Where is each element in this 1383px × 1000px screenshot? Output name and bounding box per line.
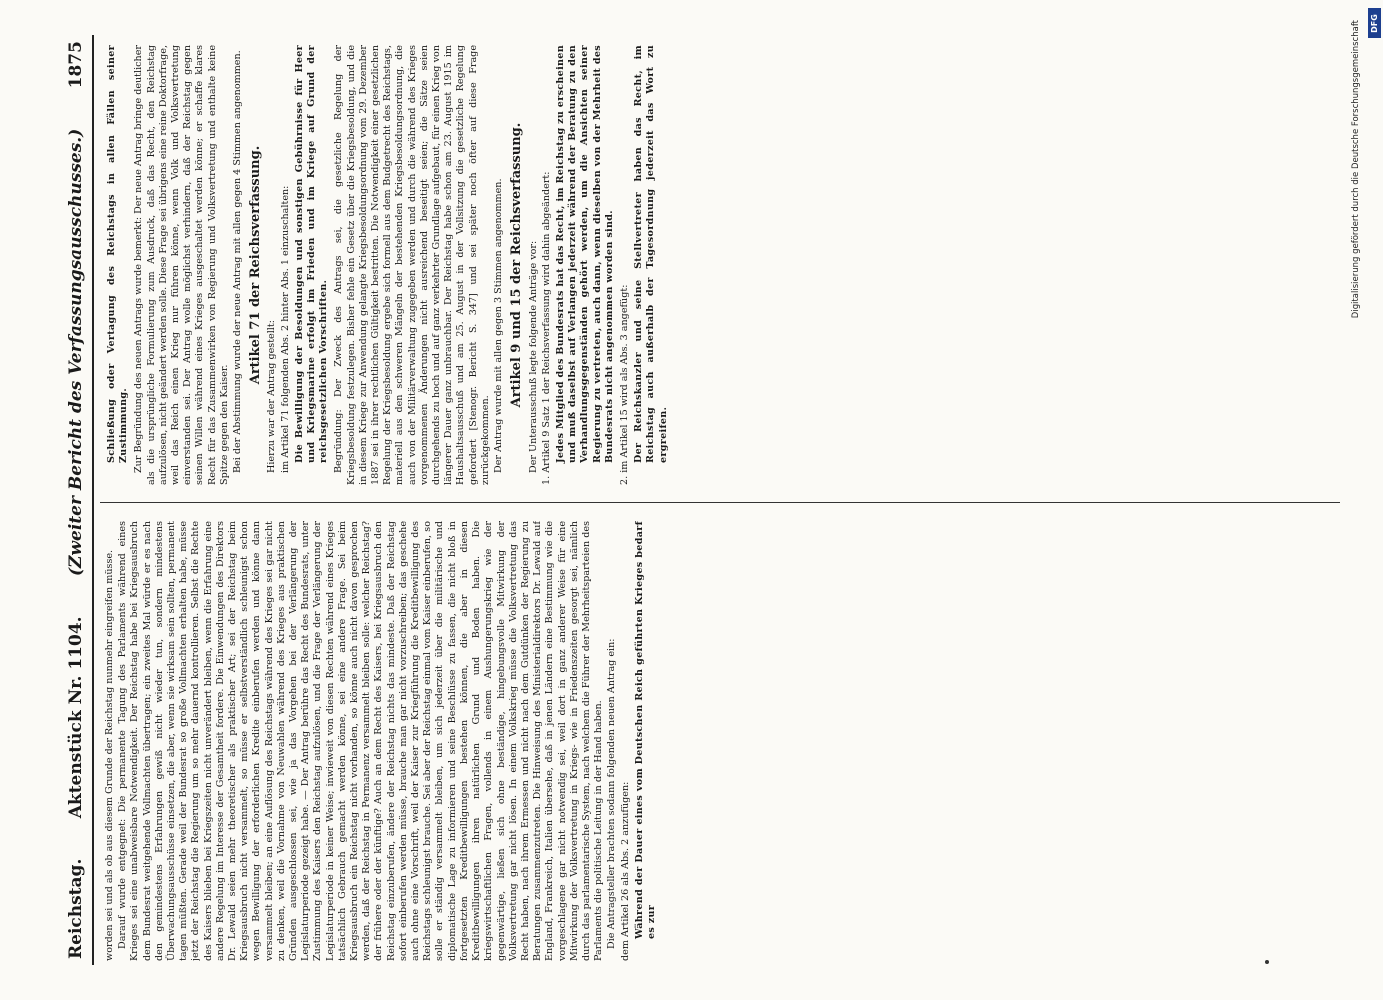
header-report-title: (Zweiter Bericht des Verfassungsausschusses.) [66, 128, 86, 577]
rotated-printed-page [60, 35, 1350, 965]
paragraph: Darauf wurde entgegnet: Die permanente Tagung des Parlaments während eines Krieges sei eine unabweisbare Notwendigkeit. Der Reichstag habe bei Kriegsausbruch dem Bundesrat weitgehende Vollmachten übertragen; ein zweites Mal würde er es nach den gemindestens Erfahrungen gewiß nicht wieder tun, sondern mindestens Überwachungsausschüsse einsetzen, die aber, wenn sie wirksam sein sollten, permanent tagen müßten. Gerade weil der Bundesrat so große Vollmachten erhalten habe, müsse jetzt der Reichstag die Regierung um so mehr dauernd kontrollieren. Selbst die Rechte des Kaisers blieben bei Kriegszeiten nicht unverändert bleiben, wenn die Erfahrung eine andere Regelung im Interesse der Gesamtheit fordere. Die Einwendungen des Direktors Dr. Lewald seien mehr theoretischer als praktischer Art; sei der Reichstag beim Kriegsausbruch nicht versammelt, so müsse er selbstverständlich schleunigst schon wegen Bewilligung der erforderlichen Kredite einberufen werden und könne dann versammelt bleiben; an eine Auflösung des Reichstags während des Krieges sei gar nicht zu denken, weil die Vornahme von Neuwahlen während des Krieges aus praktischen Gründen ausgeschlossen sei, wie ja das Vorgehen bei der Verlängerung der Legislaturperiode gezeigt habe. — Der Antrag berühre das Recht des Bundesrats, unter Zustimmung des Kaisers den Reichstag aufzulösen, und die Frage der Verlängerung der Legislaturperiode in keiner Weise; inwieweit von diesen Rechten während eines Krieges tatsächlich Gebrauch gemacht werden könne, sei eine andere Frage. Sei beim Kriegsausbruch ein Reichstag nicht vorhanden, so könne auch nicht davon gesprochen werden, daß der Reichstag in Permanenz versammelt bleiben solle: welcher Reichstag? der frühere oder der künftige? Auch an dem Recht des Kaisers, bei Kriegsausbruch den Reichstag einzuberufen, ändere der Reichstag nichts das mindeste. Daß der Reichstag sofort einberufen werden müsse, brauche man gar nicht vorzuschreiben; das geschehe auch ohne eine Vorschrift, weil der Kaiser zur Kriegführung die Kreditbewilligung des Reichstags schleunigst brauche. Sei aber der Reichstag einmal vom Kaiser einberufen, so solle er ständig versammelt bleiben, um sich jederzeit über die militärische und diplomatische Lage zu informieren und seine Beschlüsse zu fassen, die nicht bloß in fortgesetzten Kreditbewilligungen bestehen können, die aber in diesen Kreditbewilligungen ihren natürlichen Grund und Boden haben. Die kriegswirtschaftlichen Fragen, vollends in einem Aushungerungskrieg wie der gegenwärtige, ließen sich ohne beständige, hingebungsvolle Mitwirkung der Volksvertretung gar nicht lösen. In einem Volkskrieg müsse die Volksvertretung das Recht haben, nach ihrem Ermessen und nicht nach dem Gutdünken der Regierung zu Beratungen zusammenzutreten. Die Hinweisung des Ministerialdirektors Dr. Lewald auf England, Frankreich, Italien übersehe, daß in jenen Ländern eine Bestimmung wie die vorgeschlagene gar nicht notwendig sei, weil dort in ganz anderer Weise für eine Mitwirkung der Volksvertretung in Kriegs- wie in Friedenszeiten gesorgt sei, nämlich durch das parlamentarische System, nach welchem die Führer der Mehrheitsparteien des Parlaments die politische Leitung in der Hand haben. [117, 521, 605, 961]
paragraph: Hierzu war der Antrag gestellt: [266, 320, 278, 473]
paragraph: Bei der Abstimmung wurde der neue Antrag mit allen gegen 4 Stimmen angenommen. [232, 50, 244, 473]
dfg-logo-text: DFG [1370, 13, 1380, 33]
section-heading: Artikel 9 und 15 der Reichsverfassung. [509, 122, 525, 408]
digitization-credit [1344, 20, 1368, 980]
paragraph: Zur Begründung des neuen Antrags wurde bemerkt: Der neue Antrag bringe deutlicher als die ursprüngliche Formulierung zum Ausdruck, daß das Recht, den Reichstag aufzulösen, nicht geändert werden solle. Diese Frage sei übrigens eine reine Doktorfrage, weil das Reich einen Krieg nur führen könne, wenn Volk und Volksvertretung einverstanden sei. Der Antrag wolle möglichst verhindern, daß der Reichstag gegen seinen Willen während eines Krieges ausgeschaltet werden könne; er schaffe klares Recht für das Zusammenwirken von Regierung und Volksvertretung und enthalte keine Spitze gegen den Kaiser. [133, 45, 230, 485]
dfg-logo [1368, 8, 1381, 38]
motion-text: Während der Dauer eines vom Deutschen Reich geführten Krieges bedarf es zur [633, 521, 657, 939]
left-text-column [104, 521, 1340, 961]
column-divider [100, 502, 1340, 503]
list-item: 1. Artikel 9 Satz 1 der Reichsverfassung wird dahin abgeändert: [540, 171, 552, 485]
motion-text: Die Bewilligung der Besoldungen und sonstigen Gebührnisse für Heer und Kriegsmarine erfolgt im Frieden und im Kriege auf Grund der reichsgesetzlichen Vorschriften. [293, 45, 330, 463]
paragraph: dem Artikel 26 als Abs. 2 anzufügen: [619, 781, 631, 961]
page-header [60, 35, 94, 965]
section-heading: Artikel 71 der Reichsverfassung. [248, 145, 264, 385]
header-document-number: Aktenstück Nr. 1104. [66, 616, 86, 819]
paragraph: Die Antragsteller brachten sodann folgenden neuen Antrag ein: [606, 638, 618, 949]
header-left: Reichstag. [66, 858, 86, 959]
paragraph: worden sei und als ob aus diesem Grunde der Reichstag nunmehr eingreifen müsse. [104, 549, 115, 961]
page-number: 1875 [66, 41, 86, 89]
paragraph: im Artikel 71 folgenden Abs. 2 hinter Abs. 1 einzuschalten: [279, 185, 291, 473]
motion-text: Der Reichskanzler und seine Stellvertreter haben das Recht, im Reichstag auch außerhalb der Tagesordnung jederzeit das Wort zu ergreifen. [633, 45, 669, 463]
list-item: 2. im Artikel 15 wird als Abs. 3 angefügt: [618, 284, 630, 485]
right-text-column [104, 45, 1340, 485]
credit-text: Digitalisierung gefördert durch die Deutsche Forschungsgemeinschaft [1351, 20, 1361, 319]
paragraph: Begründung: Der Zweck des Antrags sei, die gesetzliche Regelung der Kriegsbesoldung festzulegen. Bisher fehle ein Gesetz über die Kriegsbesoldung, und die in diesem Kriege zur Anwendung gelangte Kriegsbesoldungsordnung vom 29. Dezember 1887 sei in ihrer rechtlichen Gültigkeit bestritten. Die Notwendigkeit einer gesetzlichen Regelung der Kriegsbesoldung ergebe sich formell aus dem Budgetrecht des Reichstags, materiell aus den schweren Mängeln der bestehenden Kriegsbesoldungsordnung, die auch von der Militärverwaltung zugegeben werden und durch die während des Krieges vorgenommenen Änderungen nicht ausreichend beseitigt seien; die Sätze seien durchgehends zu hoch und auf ganz verkehrter Grundlage aufgebaut, für einen Krieg von längerer Dauer ganz unbrauchbar. Der Reichstag habe schon am 23. August 1915 im Haushaltsausschuß und am 25. August in der Vollsitzung die gesetzliche Regelung gefordert [Stenogr. Bericht S. 347] und sei später noch öfter auf diese Frage zurückgekommen. [333, 45, 491, 485]
paragraph: Der Unterausschuß legte folgende Anträge vor: [527, 240, 539, 473]
motion-text: Schließung oder Vertagung des Reichstags in allen Fällen seiner Zustimmung. [106, 45, 130, 463]
paragraph: Der Antrag wurde mit allen gegen 3 Stimmen angenommen. [493, 178, 505, 473]
scan-speck [1265, 960, 1269, 964]
motion-text: Jedes Mitglied des Bundesrats hat das Recht, im Reichstag zu erscheinen und muß daselbst auf Verlangen jederzeit während der Beratung zu den Verhandlungsgegenständen gehört werden, um die Ansichten seiner Regierung zu vertreten, auch dann, wenn dieselben von der Mehrheit des Bundesrats nicht angenommen worden sind. [554, 45, 615, 463]
